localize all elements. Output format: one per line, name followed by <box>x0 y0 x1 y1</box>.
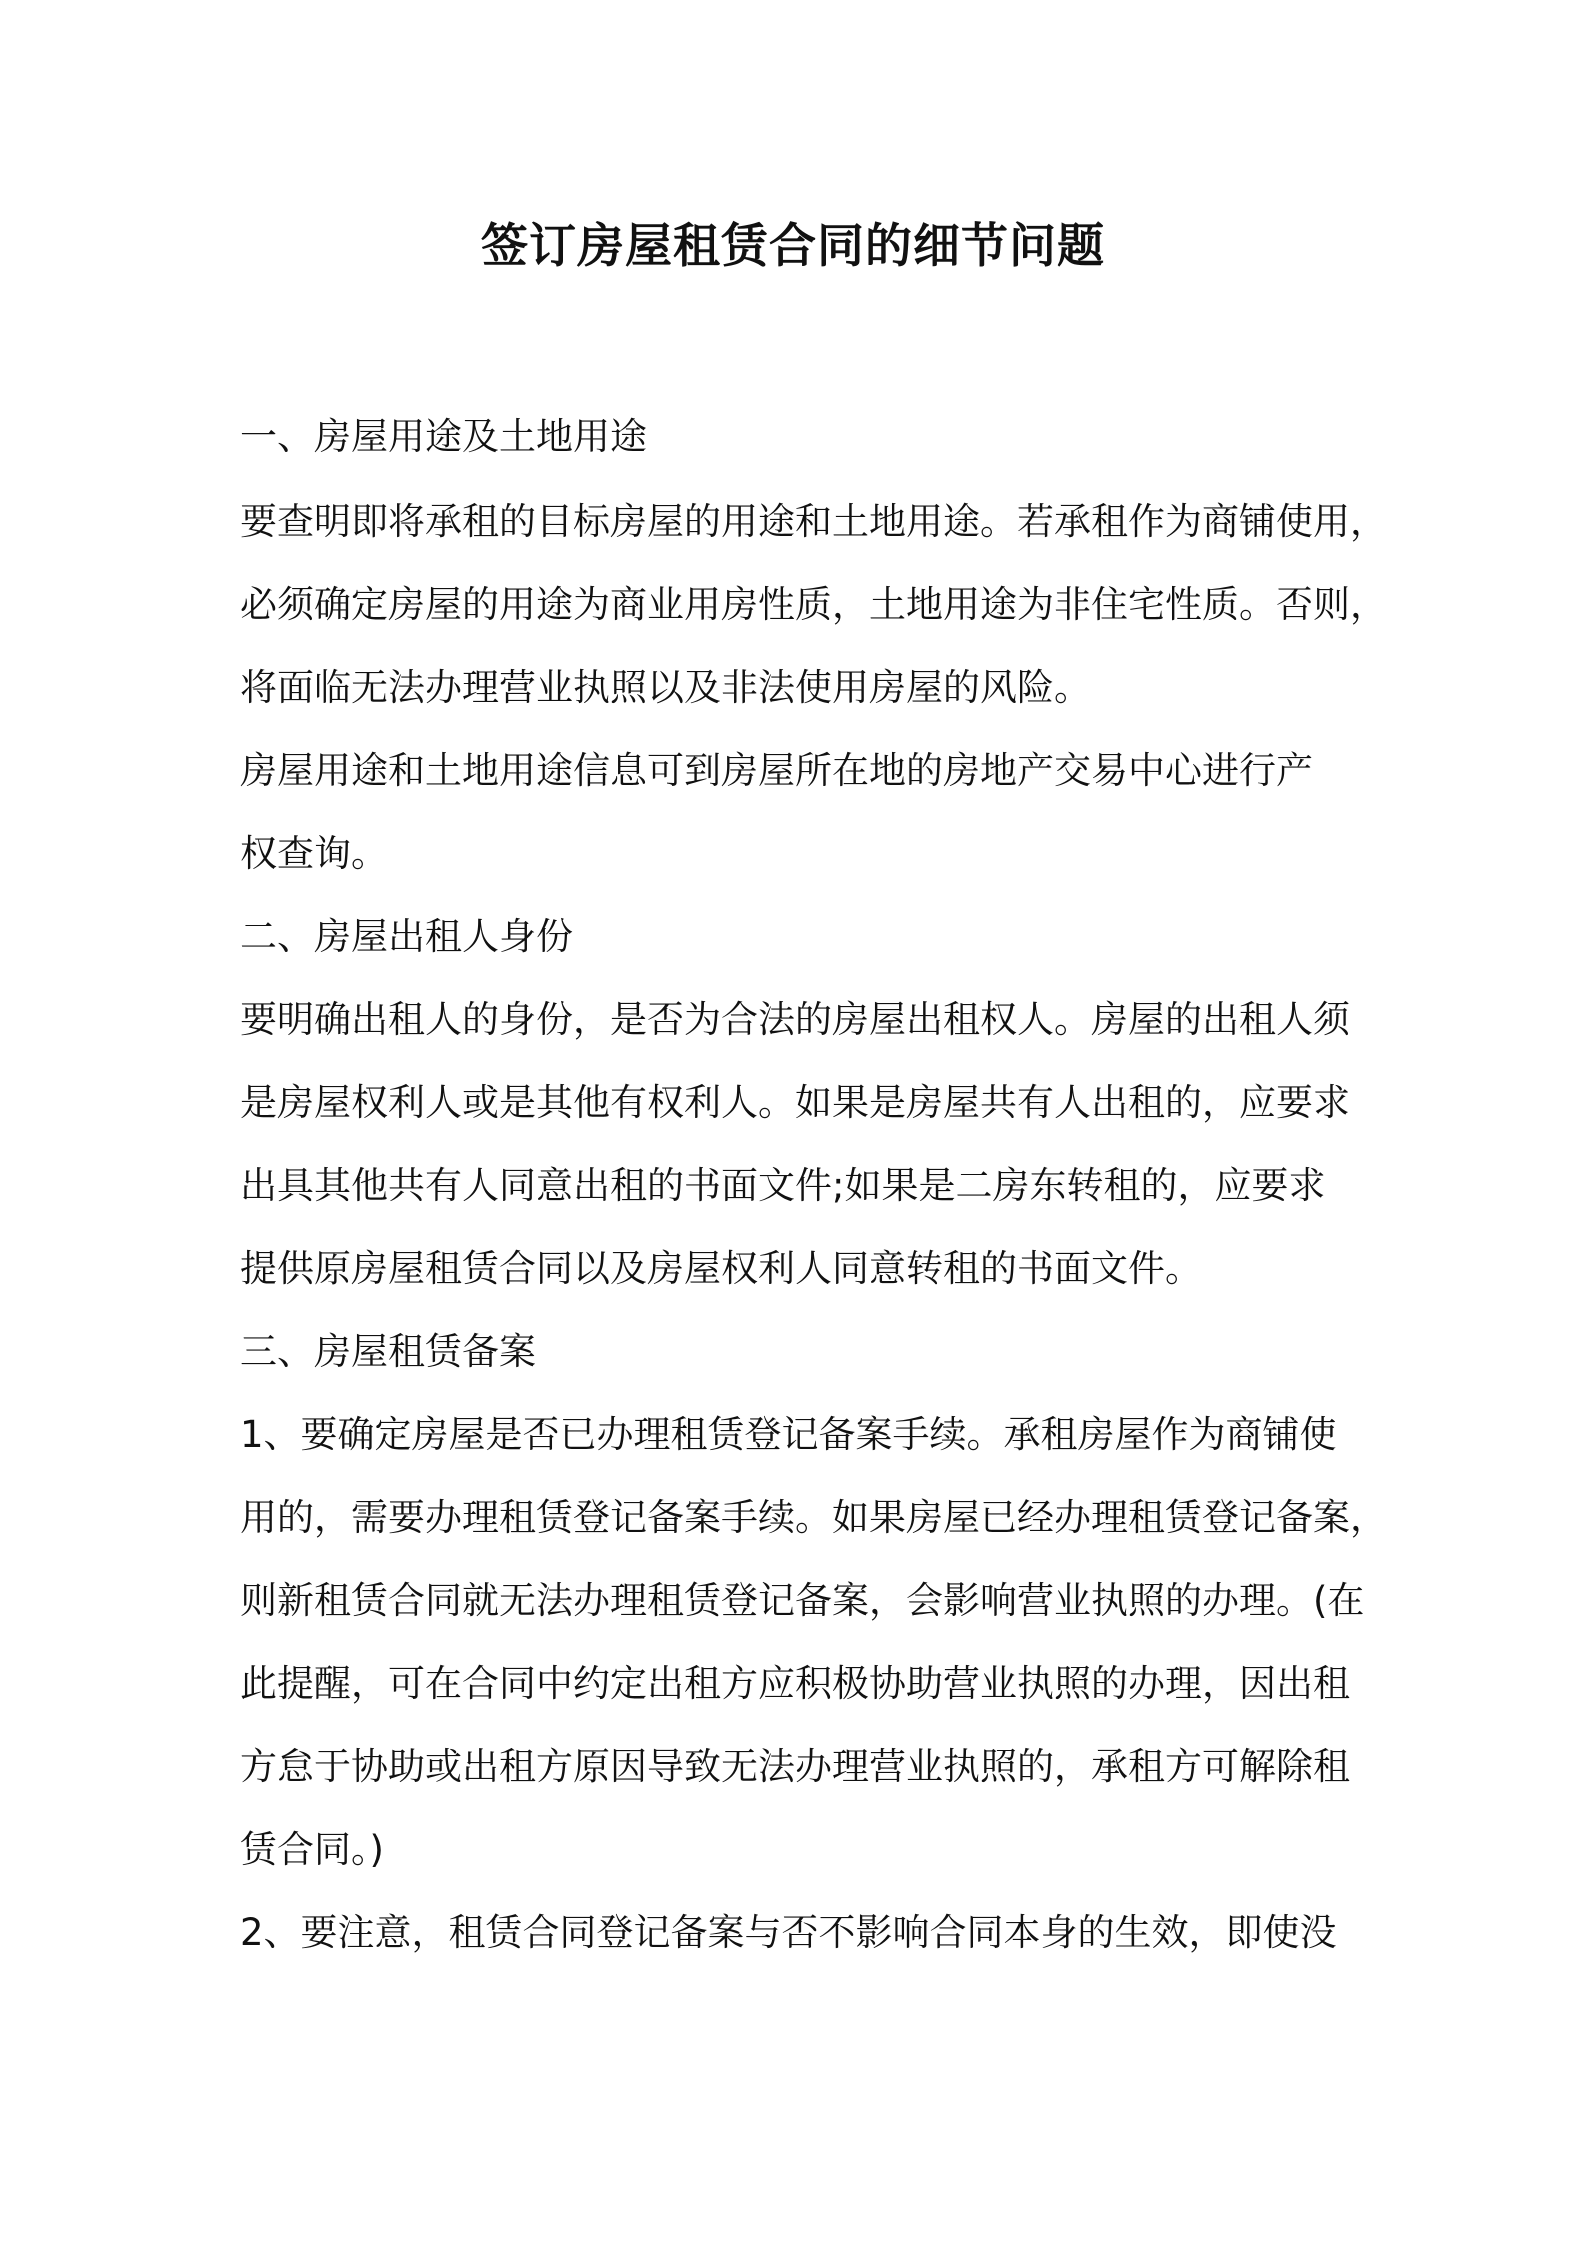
paragraph-line: 则新租赁合同就无法办理租赁登记备案，会影响营业执照的办理。(在 <box>240 1579 1365 1622</box>
paragraph-line: 出具其他共有人同意出租的书面文件;如果是二房东转租的，应要求 <box>240 1164 1326 1207</box>
paragraph-line: 要明确出租人的身份，是否为合法的房屋出租权人。房屋的出租人须 <box>240 998 1350 1041</box>
paragraph-line: 2、要注意，租赁合同登记备案与否不影响合同本身的生效，即使没 <box>240 1911 1337 1954</box>
paragraph-line: 是房屋权利人或是其他有权利人。如果是房屋共有人出租的，应要求 <box>240 1081 1350 1124</box>
paragraph-line: 将面临无法办理营业执照以及非法使用房屋的风险。 <box>240 666 1091 709</box>
paragraph-line: 用的，需要办理租赁登记备案手续。如果房屋已经办理租赁登记备案， <box>240 1496 1387 1539</box>
paragraph-line: 赁合同。) <box>240 1828 384 1871</box>
paragraph-line: 方怠于协助或出租方原因导致无法办理营业执照的，承租方可解除租 <box>240 1745 1350 1788</box>
section-heading-1: 一、房屋用途及土地用途 <box>240 415 647 458</box>
paragraph-line: 要查明即将承租的目标房屋的用途和土地用途。若承租作为商铺使用， <box>240 500 1387 543</box>
paragraph-line: 权查询。 <box>240 832 388 875</box>
section-heading-2: 二、房屋出租人身份 <box>240 915 573 958</box>
paragraph-line: 提供原房屋租赁合同以及房屋权利人同意转租的书面文件。 <box>240 1247 1202 1290</box>
paragraph-line: 房屋用途和土地用途信息可到房屋所在地的房地产交易中心进行产 <box>240 749 1313 792</box>
paragraph-line: 必须确定房屋的用途为商业用房性质，土地用途为非住宅性质。否则， <box>240 583 1387 626</box>
section-heading-3: 三、房屋租赁备案 <box>240 1330 536 1373</box>
document-title: 签订房屋租赁合同的细节问题 <box>481 219 1105 274</box>
paragraph-line: 1、要确定房屋是否已办理租赁登记备案手续。承租房屋作为商铺使 <box>240 1413 1337 1456</box>
paragraph-line: 此提醒，可在合同中约定出租方应积极协助营业执照的办理，因出租 <box>240 1662 1350 1705</box>
